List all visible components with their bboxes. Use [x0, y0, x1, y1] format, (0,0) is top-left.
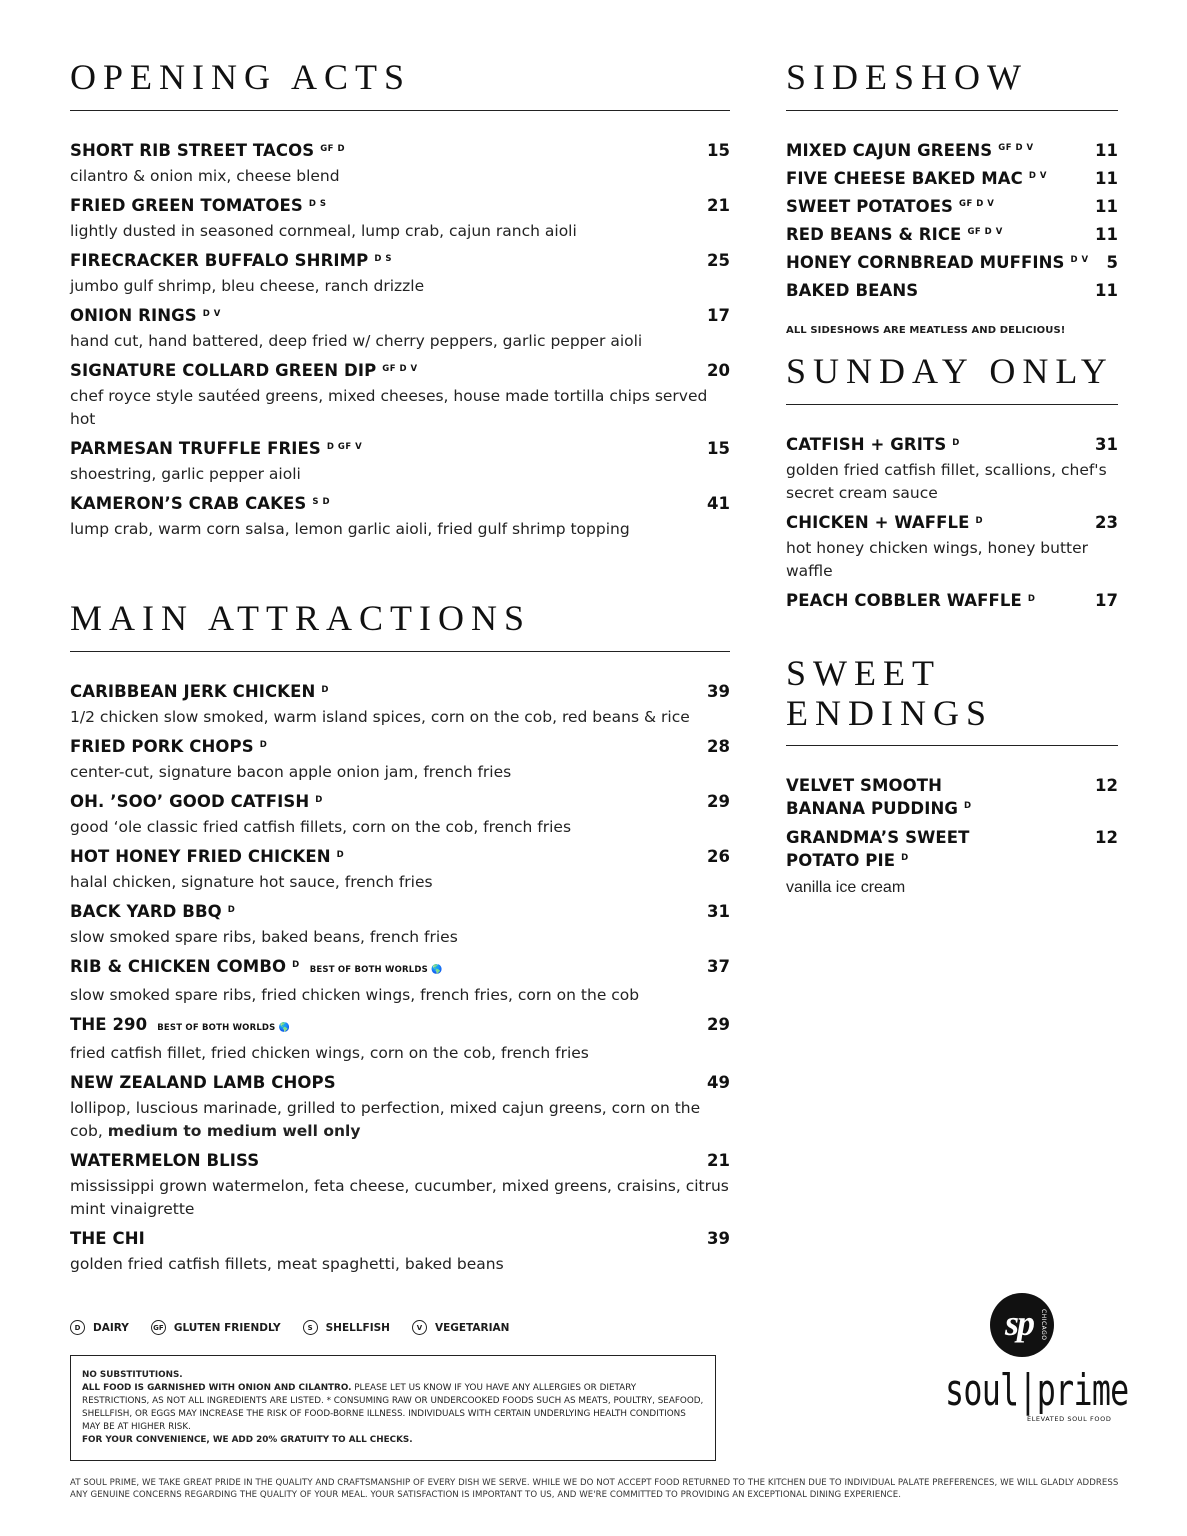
- dessert-name-line1: VELVET SMOOTH: [786, 776, 943, 795]
- legend-item: [151, 1320, 281, 1335]
- menu-item-price: 31: [707, 902, 730, 921]
- legend-symbol-icon: D: [70, 1320, 85, 1335]
- notice-gratuity: FOR YOUR CONVENIENCE, WE ADD 20% GRATUITY TO ALL CHECKS.: [82, 1435, 413, 1445]
- menu-item-row: [70, 302, 730, 330]
- menu-item-name: OH. ’SOO’ GOOD CATFISH: [70, 792, 310, 811]
- menu-item-price: 21: [707, 196, 730, 215]
- menu-item: [70, 435, 730, 490]
- menu-item-row: [70, 678, 730, 706]
- dietary-tags: GF D V: [382, 364, 418, 374]
- menu-item: [70, 490, 730, 545]
- legend-label: GLUTEN FRIENDLY: [173, 1321, 281, 1334]
- dietary-tags: D: [964, 801, 972, 811]
- menu-item-row: [70, 435, 730, 463]
- dietary-tags: D: [1027, 594, 1036, 604]
- logo-wordmark: soul|prime: [945, 1365, 1129, 1416]
- sideshow-section: [786, 56, 1118, 336]
- menu-item-description: [70, 984, 730, 1011]
- legend-symbol-icon: GF: [151, 1320, 166, 1335]
- menu-item-name-wrap: [70, 953, 442, 984]
- dessert-name-line2: POTATO PIE: [786, 851, 896, 870]
- side-item-name-wrap: [786, 277, 918, 305]
- menu-item-description: [70, 220, 730, 247]
- menu-item-name: FIRECRACKER BUFFALO SHRIMP: [70, 251, 369, 270]
- legend-item: [303, 1320, 390, 1335]
- left-column: [70, 56, 730, 1280]
- main-attractions-section: [70, 597, 730, 1280]
- side-item-name-wrap: [786, 249, 1089, 277]
- legend-item: [412, 1320, 509, 1335]
- side-item-price: 11: [1095, 169, 1118, 188]
- menu-item-row: [786, 509, 1118, 537]
- section-title-main-attractions: MAIN ATTRACTIONS: [70, 597, 730, 652]
- menu-item-row: [70, 357, 730, 385]
- menu-item-description: [70, 1097, 730, 1147]
- dessert-description: vanilla ice cream: [786, 879, 906, 896]
- menu-item-desc-text: mississippi grown watermelon, feta cheese, cucumber, mixed greens, craisins, citrus mint vinaigrette: [70, 1177, 729, 1218]
- menu-item-name: THE CHI: [70, 1229, 145, 1248]
- menu-item-name: ONION RINGS: [70, 306, 197, 325]
- dietary-tags: D: [975, 516, 984, 526]
- menu-item-row: [786, 431, 1118, 459]
- menu-item: [70, 1069, 730, 1147]
- legend-label: DAIRY: [93, 1321, 129, 1334]
- sideshow-note: ALL SIDESHOWS ARE MEATLESS AND DELICIOUS!: [786, 325, 1066, 336]
- menu-item-name: CHICKEN + WAFFLE: [786, 513, 970, 532]
- menu-item-description: [70, 1042, 730, 1069]
- menu-item-name: SHORT RIB STREET TACOS: [70, 141, 315, 160]
- menu-item-desc-text: fried catfish fillet, fried chicken wings, corn on the cob, french fries: [70, 1044, 589, 1062]
- opening-acts-list: [70, 137, 730, 545]
- logo-monogram: sp: [1004, 1303, 1033, 1343]
- dessert-item: [786, 824, 1118, 903]
- dietary-tags: D S: [308, 199, 327, 209]
- legend-symbol-icon: S: [303, 1320, 318, 1335]
- menu-item-description: [70, 165, 730, 192]
- menu-item: [70, 192, 730, 247]
- menu-item-name-wrap: [70, 435, 362, 463]
- menu-item-desc-text: center-cut, signature bacon apple onion jam, french fries: [70, 763, 512, 781]
- menu-item-price: 29: [707, 1015, 730, 1034]
- allergen-legend: [70, 1320, 531, 1335]
- logo-badge: [990, 1293, 1054, 1357]
- menu-item-desc-text: golden fried catfish fillets, meat spaghetti, baked beans: [70, 1255, 504, 1273]
- section-title-sideshow: SIDESHOW: [786, 56, 1118, 111]
- menu-item-desc-text: halal chicken, signature hot sauce, french fries: [70, 873, 433, 891]
- sweet-title-line2: ENDINGS: [786, 693, 993, 733]
- side-item-name: HONEY CORNBREAD MUFFINS: [786, 253, 1065, 272]
- menu-item: [70, 302, 730, 357]
- menu-item-description: [70, 275, 730, 302]
- menu-item-row: [70, 733, 730, 761]
- menu-item-name: PARMESAN TRUFFLE FRIES: [70, 439, 321, 458]
- best-of-both-worlds-note: BEST OF BOTH WORLDS: [157, 1023, 276, 1033]
- menu-item-description: [70, 761, 730, 788]
- menu-item-row: [70, 1011, 730, 1042]
- opening-acts-section: [70, 56, 730, 545]
- menu-item-name-wrap: [70, 490, 330, 518]
- globe-icon: 🌎: [430, 965, 443, 975]
- menu-item: [70, 357, 730, 435]
- menu-item-name-wrap: [786, 431, 960, 459]
- menu-item-price: 49: [707, 1073, 730, 1092]
- menu-item-price: 29: [707, 792, 730, 811]
- legend-label: SHELLFISH: [325, 1321, 390, 1334]
- dietary-tags: D: [259, 740, 268, 750]
- dietary-tags: D V: [202, 309, 221, 319]
- menu-item-name-wrap: [70, 898, 235, 926]
- menu-item-row: [70, 247, 730, 275]
- menu-item-row: [70, 898, 730, 926]
- side-item-name: MIXED CAJUN GREENS: [786, 141, 993, 160]
- footer-statement: AT SOUL PRIME, WE TAKE GREAT PRIDE IN THE QUALITY AND CRAFTSMANSHIP OF EVERY DISH WE SERVE. WHILE WE DO NOT ACCEPT FOOD RETURNED TO THE KITCHEN DUE TO INDIVIDUAL PALATE PREFERENCES, WE WILL GLADLY ADDRESS ANY GENUINE CONCERNS REGARDING THE QUALITY OF YOUR MEAL. YOUR SATISFACTION IS IMPORTANT TO US, AND WE'RE COMMITTED TO PROVIDING AN EXCEPTIONAL DINING EXPERIENCE.: [70, 1478, 1119, 1500]
- menu-item-row: [70, 1225, 730, 1253]
- menu-item-price: 31: [1095, 435, 1118, 454]
- menu-item-price: 15: [707, 439, 730, 458]
- menu-item-name-wrap: [70, 247, 392, 275]
- section-title-opening-acts: OPENING ACTS: [70, 56, 730, 111]
- menu-item: [70, 137, 730, 192]
- menu-item-description: [70, 463, 730, 490]
- menu-item-name: PEACH COBBLER WAFFLE: [786, 591, 1022, 610]
- legend-item: [70, 1320, 129, 1335]
- dietary-tags: D S: [374, 254, 392, 264]
- menu-item-row: [70, 1069, 730, 1097]
- dietary-tags: D GF V: [326, 442, 363, 452]
- menu-item-name: WATERMELON BLISS: [70, 1151, 260, 1170]
- menu-item-name-wrap: [70, 137, 345, 165]
- menu-item-name-wrap: [70, 843, 344, 871]
- menu-item-price: 17: [707, 306, 730, 325]
- menu-item-row: [70, 953, 730, 984]
- side-item-price: 5: [1106, 253, 1118, 272]
- menu-item-desc-text: lollipop, luscious marinade, grilled to perfection, mixed cajun greens, corn on the cob,: [70, 1099, 701, 1140]
- menu-item-price: 41: [707, 494, 730, 513]
- dietary-tags: GF D V: [967, 227, 1003, 237]
- side-item-name-wrap: [786, 221, 1003, 249]
- menu-item: [786, 431, 1118, 509]
- dietary-tags: D: [901, 853, 909, 863]
- side-item-name-wrap: [786, 137, 1034, 165]
- dessert-name-line1: GRANDMA’S SWEET: [786, 828, 970, 847]
- menu-item: [70, 1225, 730, 1280]
- side-item: [786, 165, 1118, 193]
- menu-item-row: [70, 788, 730, 816]
- menu-item-desc-text: hand cut, hand battered, deep fried w/ cherry peppers, garlic pepper aioli: [70, 332, 643, 350]
- menu-item-row: [70, 137, 730, 165]
- menu-item-description: [70, 385, 730, 435]
- menu-item-price: 26: [707, 847, 730, 866]
- menu-item-name: SIGNATURE COLLARD GREEN DIP: [70, 361, 377, 380]
- menu-item-price: 39: [707, 1229, 730, 1248]
- dietary-tags: GF D: [320, 144, 346, 154]
- side-item-price: 11: [1095, 197, 1118, 216]
- legend-symbol-icon: V: [412, 1320, 427, 1335]
- sweet-endings-list: [786, 772, 1118, 903]
- menu-item: [70, 733, 730, 788]
- menu-item-row: [70, 192, 730, 220]
- sweet-title-line1: SWEET: [786, 653, 941, 693]
- menu-item: [786, 587, 1118, 615]
- sweet-endings-section: [786, 653, 1118, 903]
- menu-item-name: FRIED PORK CHOPS: [70, 737, 254, 756]
- menu-item-desc-text: lump crab, warm corn salsa, lemon garlic aioli, fried gulf shrimp topping: [70, 520, 630, 538]
- menu-item-description: [70, 816, 730, 843]
- soul-prime-logo: [945, 1293, 1129, 1428]
- section-title-sweet-endings: [786, 653, 1118, 746]
- dietary-tags: D V: [1070, 255, 1089, 265]
- menu-item-price: 15: [707, 141, 730, 160]
- menu-item: [70, 247, 730, 302]
- dietary-tags: D: [952, 438, 960, 448]
- side-item-price: 11: [1095, 225, 1118, 244]
- menu-item-desc-text: cilantro & onion mix, cheese blend: [70, 167, 340, 185]
- menu-item-price: 39: [707, 682, 730, 701]
- menu-item-name-wrap: [70, 1069, 336, 1097]
- right-column: [786, 56, 1118, 903]
- menu-item-name-wrap: [70, 1225, 145, 1253]
- side-item-name-wrap: [786, 165, 1047, 193]
- menu-item-description: [70, 871, 730, 898]
- side-item: [786, 277, 1118, 305]
- menu-item-name: FRIED GREEN TOMATOES: [70, 196, 303, 215]
- main-attractions-list: [70, 678, 730, 1280]
- side-item-name: FIVE CHEESE BAKED MAC: [786, 169, 1023, 188]
- menu-item-name-wrap: [786, 587, 1035, 615]
- menu-item-name-wrap: [70, 192, 326, 220]
- menu-item: [70, 1011, 730, 1069]
- menu-item-desc-text: good ‘ole classic fried catfish fillets, corn on the cob, french fries: [70, 818, 572, 836]
- dessert-name-wrap: [786, 826, 969, 872]
- menu-item-price: 25: [707, 251, 730, 270]
- menu-item-name-wrap: [70, 357, 418, 385]
- side-item: [786, 193, 1118, 221]
- menu-item: [70, 953, 730, 1011]
- dietary-tags: D: [292, 960, 300, 970]
- menu-item-name: THE 290: [70, 1015, 148, 1034]
- menu-item-name: KAMERON’S CRAB CAKES: [70, 494, 307, 513]
- side-item-price: 11: [1095, 141, 1118, 160]
- menu-item-name-wrap: [786, 509, 983, 537]
- menu-item-price: 20: [707, 361, 730, 380]
- menu-item-price: 21: [707, 1151, 730, 1170]
- side-item: [786, 249, 1118, 277]
- menu-item: [70, 678, 730, 733]
- logo-tagline: ELEVATED SOUL FOOD: [1027, 1415, 1112, 1423]
- menu-item: [70, 1147, 730, 1225]
- dessert-name-wrap: [786, 774, 972, 820]
- side-item-price: 11: [1095, 281, 1118, 300]
- menu-item-price: 23: [1095, 513, 1118, 532]
- notice-garnish: ALL FOOD IS GARNISHED WITH ONION AND CILANTRO.: [82, 1383, 352, 1393]
- sunday-only-section: [786, 350, 1118, 615]
- dessert-price: 12: [1095, 776, 1118, 795]
- menu-item: [70, 843, 730, 898]
- menu-item-desc-text: shoestring, garlic pepper aioli: [70, 465, 301, 483]
- menu-item-row: [786, 587, 1118, 615]
- notice-no-substitutions: NO SUBSTITUTIONS.: [82, 1370, 183, 1380]
- dietary-tags: D: [315, 795, 323, 805]
- dessert-item: [786, 772, 1118, 820]
- dessert-item-row: [786, 772, 1118, 820]
- menu-item-desc-text: hot honey chicken wings, honey butter waffle: [786, 539, 1089, 580]
- menu-item: [786, 509, 1118, 587]
- menu-item-name-wrap: [70, 733, 267, 761]
- sideshow-list: [786, 137, 1118, 305]
- menu-item-name-wrap: [70, 1147, 259, 1175]
- menu-item-row: [70, 843, 730, 871]
- menu-item-name: CARIBBEAN JERK CHICKEN: [70, 682, 316, 701]
- menu-item-desc-text: golden fried catfish fillet, scallions, chef's secret cream sauce: [786, 461, 1107, 502]
- dietary-tags: D: [321, 685, 329, 695]
- menu-item-desc-text: lightly dusted in seasoned cornmeal, lump crab, cajun ranch aioli: [70, 222, 577, 240]
- dietary-tags: GF D V: [959, 199, 995, 209]
- menu-item-desc-text: jumbo gulf shrimp, bleu cheese, ranch drizzle: [70, 277, 425, 295]
- side-item-name: BAKED BEANS: [786, 281, 919, 300]
- side-item: [786, 137, 1118, 165]
- menu-item-desc-text: slow smoked spare ribs, fried chicken wings, french fries, corn on the cob: [70, 986, 640, 1004]
- dessert-item-row: [786, 824, 1118, 872]
- menu-item: [70, 898, 730, 953]
- menu-item-name-wrap: [70, 302, 221, 330]
- sunday-only-list: [786, 431, 1118, 615]
- menu-item-name: NEW ZEALAND LAMB CHOPS: [70, 1073, 336, 1092]
- dietary-tags: S D: [312, 497, 331, 507]
- menu-item-desc-text: slow smoked spare ribs, baked beans, french fries: [70, 928, 458, 946]
- menu-item-description: [70, 1175, 730, 1225]
- menu-item-price: 28: [707, 737, 730, 756]
- menu-item-description: [70, 1253, 730, 1280]
- menu-item-desc-bold: medium to medium well only: [107, 1122, 361, 1140]
- menu-item-name: CATFISH + GRITS: [786, 435, 947, 454]
- menu-item-desc-text: chef royce style sautéed greens, mixed cheeses, house made tortilla chips served hot: [70, 387, 708, 428]
- menu-item-price: 37: [707, 957, 730, 976]
- menu-item-description: [70, 518, 730, 545]
- section-title-sunday-only: SUNDAY ONLY: [786, 350, 1118, 405]
- menu-item-description: [786, 459, 1118, 509]
- menu-item-row: [70, 1147, 730, 1175]
- dessert-name-line2: BANANA PUDDING: [786, 799, 959, 818]
- side-item-name-wrap: [786, 193, 994, 221]
- menu-item-name: HOT HONEY FRIED CHICKEN: [70, 847, 331, 866]
- dietary-tags: D V: [1028, 171, 1047, 181]
- menu-item-row: [70, 490, 730, 518]
- dessert-price: 12: [1095, 828, 1118, 847]
- menu-item-description: [70, 926, 730, 953]
- notice-allergy-text: PLEASE LET US KNOW IF YOU HAVE ANY ALLERGIES OR DIETARY RESTRICTIONS, AS NOT ALL INGREDIENTS ARE LISTED. * CONSUMING RAW OR UNDERCOOKED FOODS SUCH AS MEATS, POULTRY, SEAFOOD, SHELLFISH, OR EGGS MAY INCREASE THE RISK OF FOOD-BORNE ILLNESS. INDIVIDUALS WITH CERTAIN UNDERLYING HEALTH CONDITIONS MAY BE AT HIGHER RISK.: [82, 1383, 704, 1432]
- dietary-tags: D: [336, 850, 345, 860]
- notice-box: [70, 1355, 716, 1461]
- menu-item-price: 17: [1095, 591, 1118, 610]
- menu-item-name: BACK YARD BBQ: [70, 902, 222, 921]
- menu-item-name-wrap: [70, 788, 323, 816]
- menu-item-description: [70, 706, 730, 733]
- dietary-tags: D: [227, 905, 236, 915]
- menu-item: [70, 788, 730, 843]
- menu-item-name-wrap: [70, 678, 329, 706]
- side-item-name: SWEET POTATOES: [786, 197, 954, 216]
- globe-icon: 🌎: [278, 1023, 290, 1033]
- logo-city: CHICAGO: [1040, 1309, 1047, 1341]
- best-of-both-worlds-note: BEST OF BOTH WORLDS: [309, 965, 428, 975]
- dietary-tags: GF D V: [998, 143, 1034, 153]
- menu-item-name: RIB & CHICKEN COMBO: [70, 957, 287, 976]
- menu-item-name-wrap: [70, 1011, 290, 1042]
- legend-label: VEGETARIAN: [434, 1321, 510, 1334]
- side-item: [786, 221, 1118, 249]
- menu-item-desc-text: 1/2 chicken slow smoked, warm island spices, corn on the cob, red beans & rice: [70, 708, 690, 726]
- menu-item-description: [70, 330, 730, 357]
- menu-item-description: [786, 537, 1118, 587]
- side-item-name: RED BEANS & RICE: [786, 225, 962, 244]
